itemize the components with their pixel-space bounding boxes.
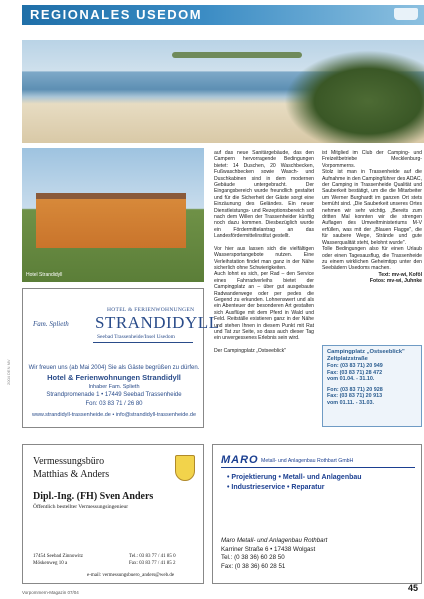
ship-image	[394, 8, 418, 20]
article-paragraph: Tolle Bedingungen also für einen Urlaub oder einen Tagesausflug, die Trassenheide zu einem wirklichen Geheimtipp unter den Seebädern Usedoms machen.	[322, 246, 422, 272]
camping-fax: Fax: (03 83 71) 28 472	[327, 369, 383, 376]
ad-vermessung-title	[33, 455, 109, 481]
maro-services	[227, 473, 417, 493]
maro-addr-street: Karriner Straße 6 • 17438 Wolgast	[221, 545, 316, 553]
ad-vermessung-address	[33, 553, 83, 567]
article-paragraph: auf das neue Sanitärgebäude, das den Campern hervorragende Bedingungen bietet: 14 Duschen, 20 Waschbecken, Fußwaschbecken sowie Wasch- und Duschkabinen sind in dem modernen Gebäude untergebracht. Der Eingangsbereich wurde freundlich gestaltet und für die Sicherheit der Gäste sorgt eine Einzäunung des Geländes. Ein neuer Dienstleistungs- und Rezeptionsbereich soll nach dem Willen der Trassenheider künftig noch dazu kommen. Diesbezüglich wurde ein Fördermittelantrag an das Landesfördermittelinstitut gestellt.	[214, 150, 314, 240]
camping-info-box	[322, 345, 422, 427]
ad-strandidyll-welcome: Wir freuen uns (ab Mai 2004) Sie als Gäste begrüßen zu dürfen.	[28, 365, 200, 371]
article-column-3	[322, 150, 422, 285]
ad-vermessung-tel: Tel.: 03 83 77 / 41 85 0	[129, 554, 176, 559]
ad-vermessung-addr1: 17454 Seebad Zinnowitz	[33, 554, 83, 559]
magazine-footer: Vorpommern-Magazin 07/04	[22, 590, 79, 595]
ad-vermessungsbuero	[22, 444, 204, 584]
ad-strandidyll-subline: Seebad Trassenheide/Insel Usedom	[97, 334, 175, 340]
article-paragraph: Der Campingplatz „Ostseeblick"	[214, 347, 287, 354]
beach-photo	[22, 40, 424, 143]
ad-vermessung-email[interactable]: e-mail: vermessungsbuero_anders@web.de	[87, 573, 175, 578]
article-paragraph: Stolz ist man in Trassenheide auf die Aufnahme in den Campingführer des ADAC, der Camping in Trassenheide Qualität und Sauberkeit bestätigt, um die die Mitarbeiter um Werner Burghardt im ganzen Ort stets bemüht sind. „Die Sauberkeit unseres Ortes nehmen wir sehr wichtig. „Bereits zum dritten Mal konnten wir die strengen Auflagen des Umweltministeriums M-V erfüllen, was mit der „Blauen Flagge", die für saubere Wege, Strände und gute Wasserqualität steht, belohnt wurde".	[322, 169, 422, 246]
divider	[221, 467, 415, 468]
section-title: REGIONALES USEDOM	[30, 7, 203, 22]
maro-addr-name: Maro Metall- und Anlagenbau Rothbart	[221, 537, 328, 544]
camping-phone: Fon: (03 83 71) 20 949	[327, 363, 383, 369]
article-paragraph: Auch lohnt es sich, per Rad – den Service eines Fahrradverleihs bietet der Campingplatz an – über gut ausgebaute Radwanderwege oder per pedes die Gegend zu erkunden. Lohnenswert und als ein Abenteuer der besonderen Art gestalten sich Ausflüge mit dem Pferd in Wald und Feld. Reitställe existieren ganz in der Nähe und stehen Ihnen in diesem Punkt mit Rat und Tat zur Seite, so dass auch dieser Tag ein unvergessenes Erlebnis sein wird.	[214, 271, 314, 342]
maro-address	[221, 537, 327, 571]
maro-tel: Tel.: (0 38 36) 60 28 50	[221, 554, 285, 561]
ad-vermessung-title-line1: Vermessungsbüro	[33, 456, 105, 467]
ad-vermessung-addr2: Möskenweg 10 a	[33, 561, 68, 566]
section-header	[22, 5, 424, 25]
ad-strandidyll-owner: Inhaber Fam. Splieth	[88, 384, 140, 390]
ad-strandidyll-top-line: HOTEL & FERIENWOHNUNGEN	[107, 307, 195, 313]
hotel-building	[36, 193, 186, 248]
camping-title: Campingplatz „Ostseeblick" Zeltplatzstraße	[327, 349, 405, 362]
ad-strandidyll-family: Fam. Splieth	[33, 320, 69, 328]
tree-cluster	[284, 50, 424, 143]
camping-period-winter: vom 01.11. - 31.03.	[327, 399, 375, 406]
camping-fax-winter: Fax: (03 83 71) 20 913	[327, 393, 383, 400]
camping-phone-winter: Fon: (03 83 71) 20 928	[327, 386, 383, 393]
ad-vermessung-contact	[129, 553, 176, 567]
maro-service-line: • Industrieservice • Reparatur	[227, 484, 325, 491]
page-number: 45	[407, 583, 418, 593]
ad-vermessung-fax: Fax: 03 83 77 / 41 85 2	[129, 561, 176, 566]
photo-caption: Hotel Strandidyll	[26, 272, 63, 278]
text-credit: Text: mv-wi, Koföl	[378, 271, 422, 278]
ad-strandidyll	[22, 288, 220, 428]
side-mark: 2004 DEN MV	[6, 359, 11, 385]
photo-credit: Fotos: mv-wi, Juhnke	[369, 278, 422, 285]
ad-strandidyll-address: Strandpromenade 1 • 17449 Seebad Trassenheide	[46, 392, 182, 398]
ad-strandidyll-web[interactable]: www.strandidyll-trassenheide.de • info@strandidyll-trassenheide.de	[31, 412, 197, 418]
ad-maro	[212, 444, 422, 584]
ad-vermessung-desc: Öffentlich bestellter Vermessungsingenieur	[33, 504, 129, 510]
article-paragraph: Vor hier aus lassen sich die vielfältigen Wassersportangebote nutzen. Eine Verleihstation findet man ganz in der Nähe sicherlich ohne Schwierigkeiten.	[214, 245, 314, 271]
ad-vermessung-title-line2: Matthias & Anders	[33, 469, 110, 480]
coat-of-arms-icon	[175, 455, 195, 481]
maro-logo: MARO	[221, 454, 259, 466]
camping-period: vom 01.04. - 31.10.	[327, 376, 375, 383]
ad-strandidyll-headline: Hotel & Ferienwohnungen Strandidyll	[47, 373, 181, 382]
divider	[93, 342, 193, 343]
article-paragraph: ist Mitglied im Club der Camping- und Freizeitbetriebe Mecklenburg-Vorpommerns.	[322, 150, 422, 169]
coastline	[172, 52, 302, 58]
article-column-2	[214, 150, 314, 354]
ad-vermessung-name: Dipl.-Ing. (FH) Sven Anders	[33, 491, 154, 502]
ad-strandidyll-logo-name: STRANDIDYLL	[95, 313, 220, 332]
hotel-photo	[22, 148, 204, 282]
maro-service-line: • Projektierung • Metall- und Anlagenbau	[227, 474, 362, 481]
ad-strandidyll-phone: Fon: 03 83 71 / 26 80	[85, 401, 143, 407]
maro-fax: Fax: (0 38 36) 60 28 51	[221, 562, 286, 570]
maro-company: Metall- und Anlagenbau Rothbart GmbH	[261, 458, 354, 464]
